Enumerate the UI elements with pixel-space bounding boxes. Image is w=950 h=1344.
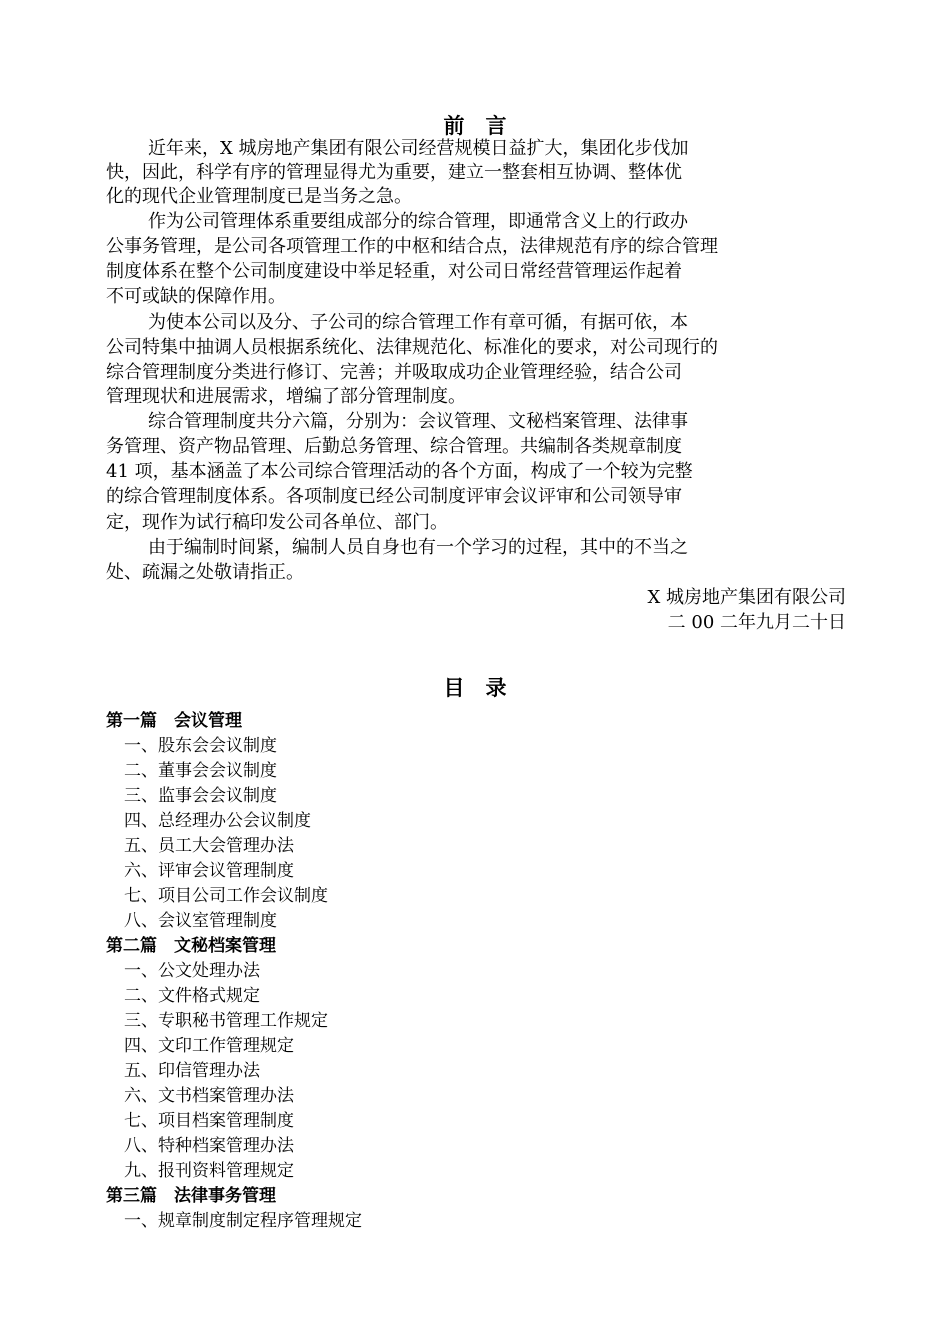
preface-line: 近年来，X 城房地产集团有限公司经营规模日益扩大，集团化步伐加	[148, 138, 689, 159]
toc-item: 七、项目公司工作会议制度	[124, 886, 328, 906]
toc-item: 一、股东会会议制度	[124, 736, 277, 756]
preface-line: 定，现作为试行稿印发公司各单位、部门。	[106, 512, 448, 533]
preface-line: 的综合管理制度体系。各项制度已经公司制度评审会议评审和公司领导审	[106, 486, 682, 507]
signature-date: 二 00 二年九月二十日	[667, 612, 846, 633]
preface-line: 由于编制时间紧，编制人员自身也有一个学习的过程，其中的不当之	[148, 537, 688, 558]
preface-line: 制度体系在整个公司制度建设中举足轻重，对公司日常经营管理运作起着	[106, 261, 682, 282]
toc-title: 目 录	[443, 675, 507, 700]
toc-item: 九、报刊资料管理规定	[124, 1161, 294, 1181]
preface-line: 作为公司管理体系重要组成部分的综合管理，即通常含义上的行政办	[148, 211, 688, 232]
toc-part-title: 第一篇 会议管理	[106, 711, 242, 731]
toc-item: 八、特种档案管理办法	[124, 1136, 294, 1156]
preface-line: 41 项，基本涵盖了本公司综合管理活动的各个方面，构成了一个较为完整	[106, 461, 693, 482]
toc-item: 二、董事会会议制度	[124, 761, 277, 781]
toc-part-title: 第三篇 法律事务管理	[106, 1186, 276, 1206]
toc-item: 八、会议室管理制度	[124, 911, 277, 931]
toc-item: 三、监事会会议制度	[124, 786, 277, 806]
toc-item: 四、文印工作管理规定	[124, 1036, 294, 1056]
preface-line: 为使本公司以及分、子公司的综合管理工作有章可循，有据可依，本	[148, 312, 688, 333]
toc-item: 五、员工大会管理办法	[124, 836, 294, 856]
preface-line: 综合管理制度共分六篇，分别为：会议管理、文秘档案管理、法律事	[148, 411, 688, 432]
preface-line: 处、疏漏之处敬请指正。	[106, 562, 304, 583]
toc-item: 三、专职秘书管理工作规定	[124, 1011, 328, 1031]
preface-line: 不可或缺的保障作用。	[106, 286, 286, 307]
toc-item: 六、文书档案管理办法	[124, 1086, 294, 1106]
signature-company: X 城房地产集团有限公司	[647, 587, 846, 608]
preface-line: 公司特集中抽调人员根据系统化、法律规范化、标准化的要求，对公司现行的	[106, 337, 718, 358]
toc-item: 一、公文处理办法	[124, 961, 260, 981]
preface-line: 化的现代企业管理制度已是当务之急。	[106, 186, 412, 207]
preface-title: 前 言	[443, 113, 507, 138]
toc-item: 四、总经理办公会议制度	[124, 811, 311, 831]
toc-item: 六、评审会议管理制度	[124, 861, 294, 881]
toc-item: 七、项目档案管理制度	[124, 1111, 294, 1131]
preface-line: 快，因此，科学有序的管理显得尤为重要，建立一整套相互协调、整体优	[106, 162, 682, 183]
toc-item: 五、印信管理办法	[124, 1061, 260, 1081]
toc-item: 一、规章制度制定程序管理规定	[124, 1211, 362, 1231]
toc-part-title: 第二篇 文秘档案管理	[106, 936, 276, 956]
preface-line: 综合管理制度分类进行修订、完善；并吸取成功企业管理经验，结合公司	[106, 362, 682, 383]
preface-line: 务管理、资产物品管理、后勤总务管理、综合管理。共编制各类规章制度	[106, 436, 682, 457]
toc-item: 二、文件格式规定	[124, 986, 260, 1006]
preface-line: 管理现状和进展需求，增编了部分管理制度。	[106, 386, 466, 407]
preface-line: 公事务管理，是公司各项管理工作的中枢和结合点，法律规范有序的综合管理	[106, 236, 718, 257]
